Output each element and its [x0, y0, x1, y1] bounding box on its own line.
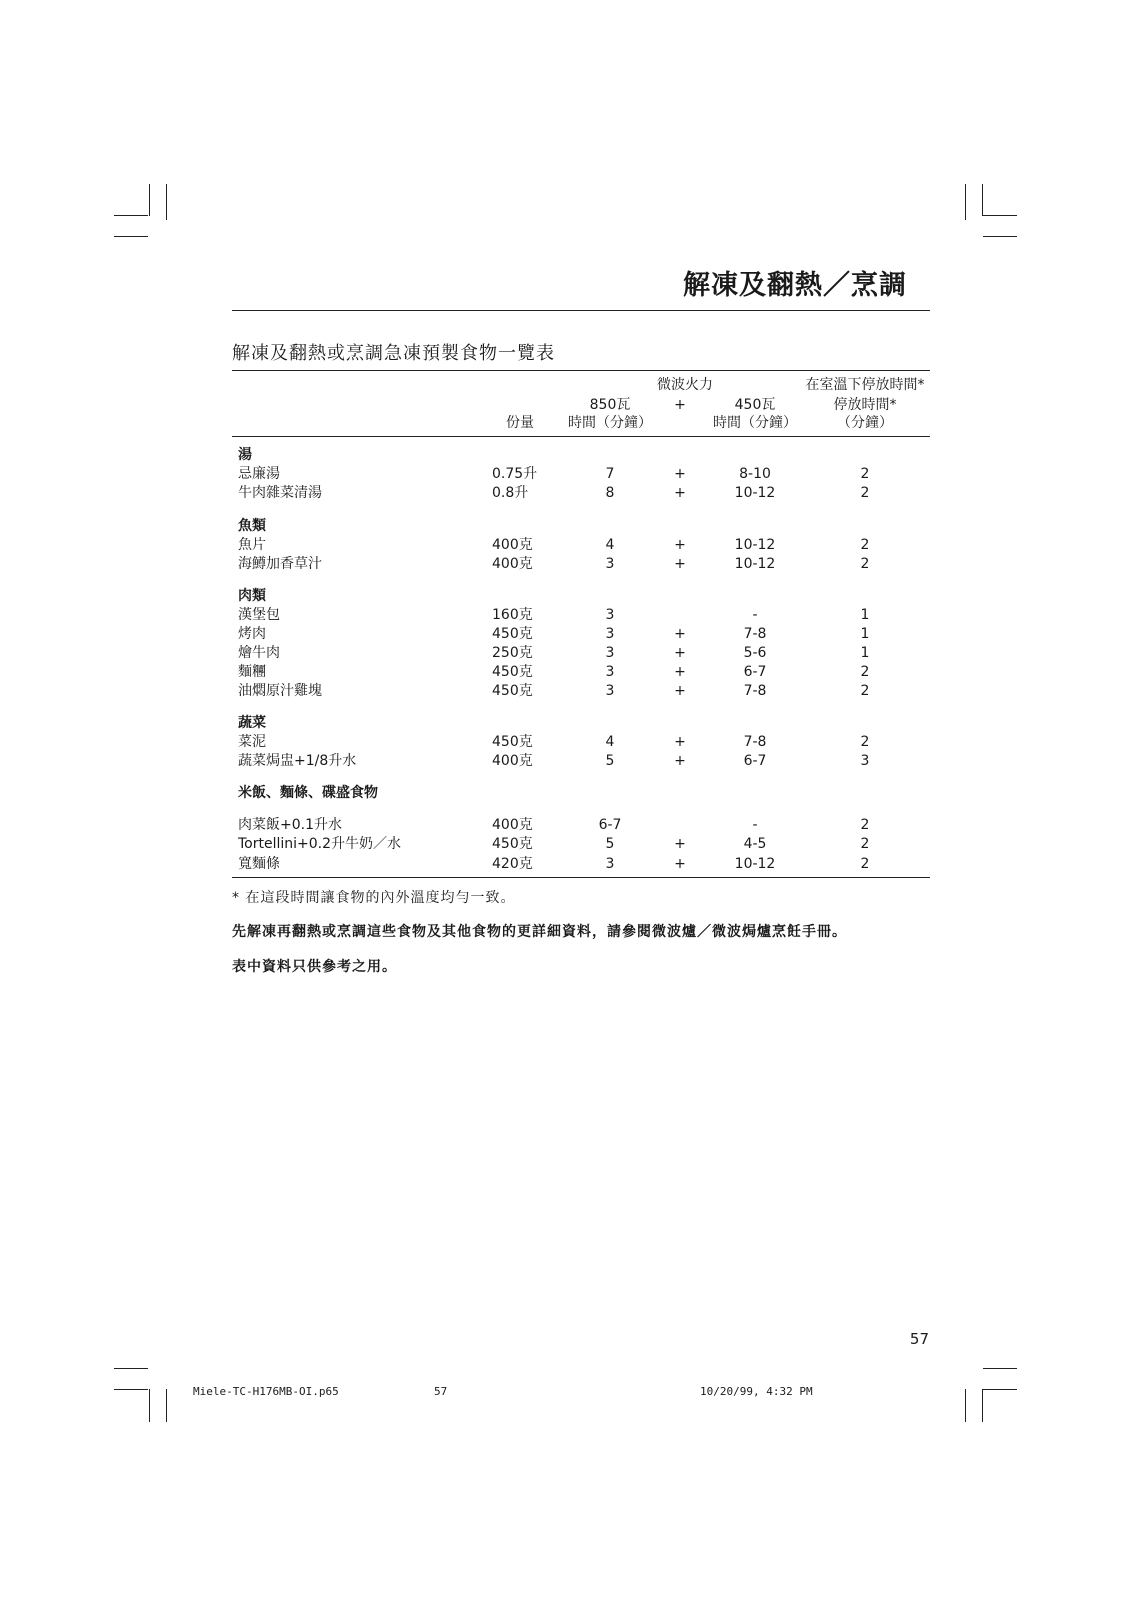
section-title: 解凍及翻熱或烹調急凍預製食物一覽表	[232, 343, 555, 364]
time-850w: 7	[605, 466, 615, 482]
category-label: 肉類	[238, 588, 266, 604]
time-850w: 3	[605, 645, 615, 661]
standing-time: 2	[860, 856, 870, 872]
time-450w: 7-8	[743, 683, 767, 699]
plus-sign: +	[674, 645, 686, 661]
time-450w: -	[752, 607, 758, 623]
time-450w: 6-7	[743, 753, 767, 769]
food-quantity: 160克	[492, 607, 533, 623]
category-label: 米飯、麵條、碟盛食物	[238, 785, 378, 801]
food-name: 油燜原汁雞塊	[238, 683, 322, 699]
food-name: 烤肉	[238, 626, 266, 642]
time-450w: 5-6	[743, 645, 767, 661]
page-number: 57	[909, 1330, 929, 1348]
crop-mark	[983, 1368, 1017, 1369]
reference-note: 表中資料只供參考之用。	[232, 959, 397, 975]
header-minutes: （分鐘）	[837, 415, 893, 431]
standing-time: 1	[860, 607, 870, 623]
standing-time: 2	[860, 734, 870, 750]
table-top-rule	[232, 370, 930, 371]
category-label: 湯	[238, 447, 252, 463]
time-450w: 7-8	[743, 734, 767, 750]
food-quantity: 250克	[492, 645, 533, 661]
crop-mark	[982, 184, 983, 216]
category-label: 魚類	[238, 518, 266, 534]
time-450w: -	[752, 817, 758, 833]
time-450w: 4-5	[743, 836, 767, 852]
time-850w: 8	[605, 485, 615, 501]
food-name: 肉菜飯+0.1升水	[238, 817, 342, 833]
food-quantity: 0.8升	[492, 485, 529, 501]
header-microwave-power: 微波火力	[657, 377, 713, 393]
time-850w: 3	[605, 683, 615, 699]
crop-mark	[965, 184, 966, 220]
header-time-450: 時間（分鐘）	[713, 415, 797, 431]
food-quantity: 450克	[492, 683, 533, 699]
time-850w: 3	[605, 626, 615, 642]
food-name: 燴牛肉	[238, 645, 280, 661]
food-name: 菜泥	[238, 734, 266, 750]
header-divider	[232, 310, 930, 311]
plus-sign: +	[674, 734, 686, 750]
food-name: 寬麵條	[238, 856, 280, 872]
time-850w: 4	[605, 734, 615, 750]
time-450w: 10-12	[734, 556, 776, 572]
time-450w: 7-8	[743, 626, 767, 642]
standing-time: 1	[860, 626, 870, 642]
header-850w: 850瓦	[589, 397, 631, 413]
food-quantity: 400克	[492, 753, 533, 769]
crop-mark	[983, 236, 1017, 237]
food-name: 海鱒加香草汁	[238, 556, 322, 572]
time-850w: 3	[605, 607, 615, 623]
time-850w: 5	[605, 753, 615, 769]
plus-sign: +	[674, 856, 686, 872]
header-standing-at-room: 在室溫下停放時間*	[805, 377, 925, 393]
crop-mark	[166, 184, 167, 220]
footnote: * 在這段時間讓食物的內外溫度均勻一致。	[232, 890, 516, 906]
crop-mark	[114, 236, 148, 237]
plus-sign: +	[674, 466, 686, 482]
crop-mark	[114, 215, 148, 216]
food-quantity: 450克	[492, 664, 533, 680]
category-label: 蔬菜	[238, 715, 266, 731]
food-quantity: 400克	[492, 817, 533, 833]
food-name: 魚片	[238, 537, 266, 553]
standing-time: 2	[860, 556, 870, 572]
crop-mark	[983, 1389, 1017, 1390]
time-850w: 3	[605, 556, 615, 572]
header-450w: 450瓦	[734, 397, 776, 413]
standing-time: 2	[860, 466, 870, 482]
table-bottom-rule	[232, 877, 930, 878]
food-name: 忌廉湯	[238, 466, 280, 482]
crop-mark	[149, 184, 150, 216]
plus-sign: +	[674, 485, 686, 501]
crop-mark	[965, 1389, 966, 1422]
crop-mark	[983, 215, 1017, 216]
time-850w: 6-7	[598, 817, 622, 833]
food-quantity: 400克	[492, 556, 533, 572]
food-name: 牛肉雜菜清湯	[238, 485, 322, 501]
food-quantity: 450克	[492, 626, 533, 642]
plus-sign: +	[674, 664, 686, 680]
time-850w: 4	[605, 537, 615, 553]
header-quantity: 份量	[506, 415, 534, 431]
time-850w: 5	[605, 836, 615, 852]
page-title: 解凍及翻熱／烹調	[683, 270, 907, 301]
food-quantity: 0.75升	[492, 466, 538, 482]
time-450w: 10-12	[734, 537, 776, 553]
time-850w: 3	[605, 856, 615, 872]
crop-mark	[114, 1389, 148, 1390]
standing-time: 2	[860, 537, 870, 553]
food-name: 漢堡包	[238, 607, 280, 623]
food-quantity: 450克	[492, 836, 533, 852]
print-page-number: 57	[434, 1385, 448, 1398]
standing-time: 2	[860, 817, 870, 833]
standing-time: 3	[860, 753, 870, 769]
food-quantity: 420克	[492, 856, 533, 872]
food-quantity: 450克	[492, 734, 533, 750]
print-datetime: 10/20/99, 4:32 PM	[700, 1385, 813, 1398]
header-plus: +	[674, 397, 686, 413]
crop-mark	[166, 1389, 167, 1422]
standing-time: 2	[860, 664, 870, 680]
header-standing-time: 停放時間*	[833, 397, 897, 413]
standing-time: 2	[860, 836, 870, 852]
standing-time: 2	[860, 683, 870, 699]
time-450w: 10-12	[734, 856, 776, 872]
standing-time: 1	[860, 645, 870, 661]
food-quantity: 400克	[492, 537, 533, 553]
time-450w: 10-12	[734, 485, 776, 501]
food-name: Tortellini+0.2升牛奶／水	[238, 836, 402, 852]
plus-sign: +	[674, 556, 686, 572]
table-header-rule	[232, 436, 930, 437]
time-450w: 6-7	[743, 664, 767, 680]
print-file-name: Miele-TC-H176MB-OI.p65	[193, 1385, 339, 1398]
time-850w: 3	[605, 664, 615, 680]
time-450w: 8-10	[739, 466, 771, 482]
food-name: 蔬菜焗盅+1/8升水	[238, 753, 357, 769]
plus-sign: +	[674, 836, 686, 852]
crop-mark	[149, 1389, 150, 1422]
plus-sign: +	[674, 753, 686, 769]
plus-sign: +	[674, 537, 686, 553]
crop-mark	[114, 1368, 148, 1369]
food-name: 麵糰	[238, 664, 266, 680]
plus-sign: +	[674, 626, 686, 642]
plus-sign: +	[674, 683, 686, 699]
standing-time: 2	[860, 485, 870, 501]
header-time-850: 時間（分鐘）	[568, 415, 652, 431]
detail-note: 先解凍再翻熱或烹調這些食物及其他食物的更詳細資料，請參閱微波爐／微波焗爐烹飪手冊。	[232, 924, 847, 940]
crop-mark	[982, 1389, 983, 1422]
